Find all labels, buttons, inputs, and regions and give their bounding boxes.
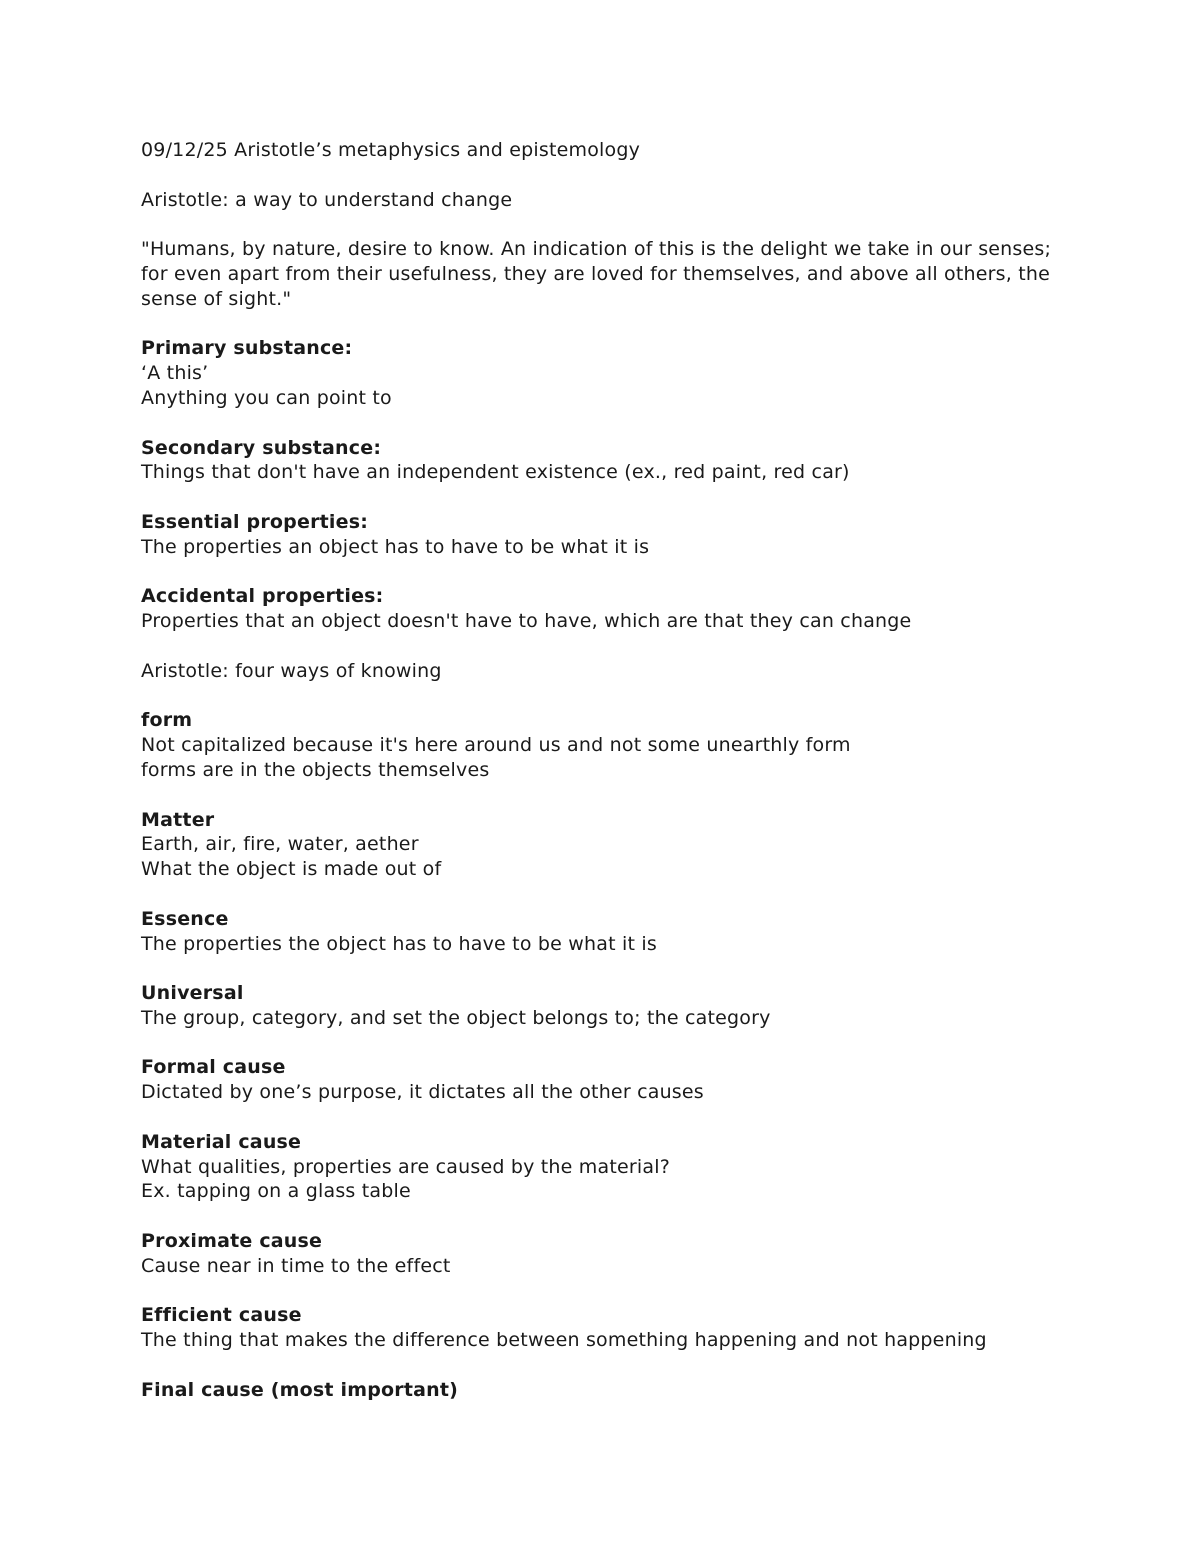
section-final-cause bbox=[141, 1378, 1061, 1403]
quote-line: sense of sight." bbox=[141, 287, 292, 310]
term-heading: Final cause (most important) bbox=[141, 1378, 459, 1401]
definition-line: Dictated by one’s purpose, it dictates all the other causes bbox=[141, 1081, 704, 1104]
definition-line: Cause near in time to the effect bbox=[141, 1254, 451, 1277]
definition-line: What qualities, properties are caused by the material? bbox=[141, 1155, 670, 1178]
term-heading: Secondary substance: bbox=[141, 436, 382, 459]
definition-line: The properties an object has to have to be what it is bbox=[141, 535, 650, 558]
definition-line: Not capitalized because it's here around us and not some unearthly form bbox=[141, 734, 851, 757]
term-heading: Universal bbox=[141, 982, 244, 1005]
term-heading: Material cause bbox=[141, 1130, 302, 1153]
term-heading: Efficient cause bbox=[141, 1304, 302, 1327]
definition-line: forms are in the objects themselves bbox=[141, 758, 490, 781]
section-universal bbox=[141, 981, 1061, 1031]
quote-line: "Humans, by nature, desire to know. An indication of this is the delight we take in our senses; bbox=[141, 238, 1052, 261]
quote-block bbox=[141, 237, 1061, 311]
section-essential-properties bbox=[141, 510, 1061, 560]
definition-line: Properties that an object doesn't have to have, which are that they can change bbox=[141, 610, 912, 633]
definition-line: Earth, air, fire, water, aether bbox=[141, 833, 419, 856]
definition-line: The group, category, and set the object belongs to; the category bbox=[141, 1006, 771, 1029]
section-accidental-properties bbox=[141, 584, 1061, 634]
quote-line: for even apart from their usefulness, they are loved for themselves, and above all others, the bbox=[141, 262, 1051, 285]
term-heading: Proximate cause bbox=[141, 1230, 323, 1253]
document-title: 09/12/25 Aristotle’s metaphysics and epistemology bbox=[141, 139, 641, 161]
term-heading: form bbox=[141, 709, 193, 732]
term-heading: Formal cause bbox=[141, 1056, 286, 1079]
section-form bbox=[141, 708, 1061, 782]
term-heading: Primary substance: bbox=[141, 337, 353, 360]
section-material-cause bbox=[141, 1130, 1061, 1204]
term-heading: Essence bbox=[141, 907, 229, 930]
definition-line: The thing that makes the difference between something happening and not happening bbox=[141, 1329, 987, 1352]
definition-line: Anything you can point to bbox=[141, 386, 392, 409]
term-heading: Accidental properties: bbox=[141, 585, 384, 608]
section-efficient-cause bbox=[141, 1303, 1061, 1353]
section-essence bbox=[141, 907, 1061, 957]
section-formal-cause bbox=[141, 1055, 1061, 1105]
definition-line: What the object is made out of bbox=[141, 858, 442, 881]
document-page bbox=[141, 138, 1061, 1403]
definition-line: The properties the object has to have to be what it is bbox=[141, 932, 657, 955]
knowing-heading: Aristotle: four ways of knowing bbox=[141, 659, 442, 682]
section-primary-substance bbox=[141, 336, 1061, 410]
term-heading: Essential properties: bbox=[141, 510, 369, 533]
section-secondary-substance bbox=[141, 436, 1061, 486]
term-heading: Matter bbox=[141, 808, 215, 831]
definition-line: Ex. tapping on a glass table bbox=[141, 1180, 411, 1203]
intro-change: Aristotle: a way to understand change bbox=[141, 188, 513, 211]
definition-line: Things that don't have an independent existence (ex., red paint, red car) bbox=[141, 461, 850, 484]
section-matter bbox=[141, 808, 1061, 882]
definition-line: ‘A this’ bbox=[141, 362, 209, 385]
section-proximate-cause bbox=[141, 1229, 1061, 1279]
